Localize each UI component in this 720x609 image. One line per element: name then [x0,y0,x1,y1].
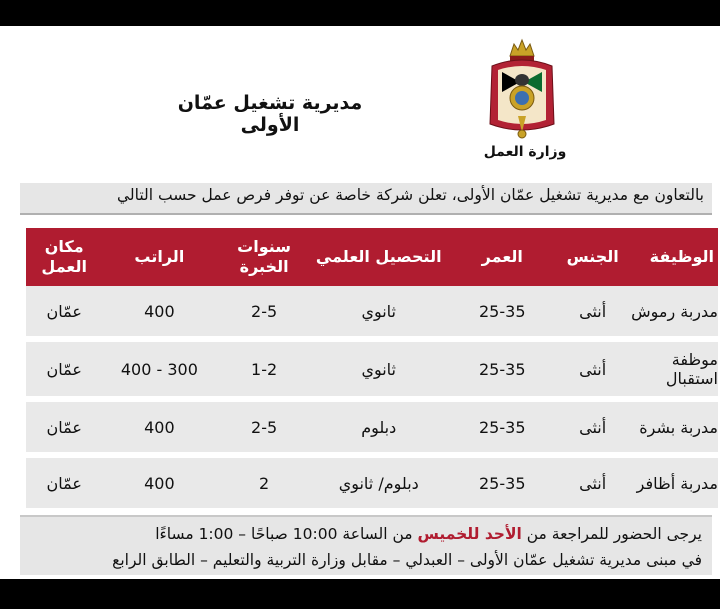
cell-education: ثانوي [312,286,446,339]
cell-education: دبلوم/ ثانوي [312,455,446,511]
cell-job: مدربة بشرة [626,399,718,455]
cell-age: 25-35 [446,339,559,399]
cell-experience: 2-5 [216,399,312,455]
cell-experience: 1-2 [216,339,312,399]
cell-age: 25-35 [446,399,559,455]
cell-age: 25-35 [446,286,559,339]
notice-days-highlight: الأحد للخميس [417,525,522,543]
cell-age: 25-35 [446,455,559,511]
header-salary: الراتب [102,228,216,286]
directorate-title: مديرية تشغيل عمّان الأولى [177,92,363,136]
cell-experience: 2-5 [216,286,312,339]
table-header-row [26,228,718,286]
header-job: الوظيفة [626,228,718,286]
table-row [26,399,718,455]
ministry-name: وزارة العمل [483,144,567,160]
notice-line-1 [24,521,702,547]
jordan-coat-of-arms-icon [482,36,562,141]
cell-gender: أنثى [559,399,626,455]
cell-location: عمّان [26,339,102,399]
header-experience: سنوات الخبرة [216,228,312,286]
bottom-black-bar [0,579,720,609]
cell-location: عمّان [26,286,102,339]
cell-gender: أنثى [559,286,626,339]
header-education: التحصيل العلمي [312,228,446,286]
table-row [26,455,718,511]
cell-salary: 400 [102,399,216,455]
cell-salary: 400 [102,286,216,339]
notice-line-1-end: من الساعة 10:00 صباحًا – 1:00 مساءًا [155,525,418,543]
cell-job: موظفة استقبال [626,339,718,399]
header-age: العمر [446,228,559,286]
notice-line-1-start: يرجى الحضور للمراجعة من [521,525,702,543]
header-location: مكان العمل [26,228,102,286]
header-gender: الجنس [559,228,626,286]
top-black-bar [0,0,720,26]
jobs-table [26,228,718,514]
cell-location: عمّان [26,399,102,455]
cell-job: مدربة أظافر [626,455,718,511]
cell-experience: 2 [216,455,312,511]
notice-line-2: في مبنى مديرية تشغيل عمّان الأولى – العبدلي – مقابل وزارة التربية والتعليم – الطابق الرابع [112,551,702,569]
table-row [26,339,718,399]
cell-job: مدربة رموش [626,286,718,339]
table-row [26,286,718,339]
cell-education: دبلوم [312,399,446,455]
cell-education: ثانوي [312,339,446,399]
intro-banner: بالتعاون مع مديرية تشغيل عمّان الأولى، تعلن شركة خاصة عن توفر فرص عمل حسب التالي [20,183,712,215]
cell-salary: 300 - 400 [102,339,216,399]
cell-location: عمّان [26,455,102,511]
cell-gender: أنثى [559,339,626,399]
cell-salary: 400 [102,455,216,511]
notice-box [20,515,712,575]
cell-gender: أنثى [559,455,626,511]
